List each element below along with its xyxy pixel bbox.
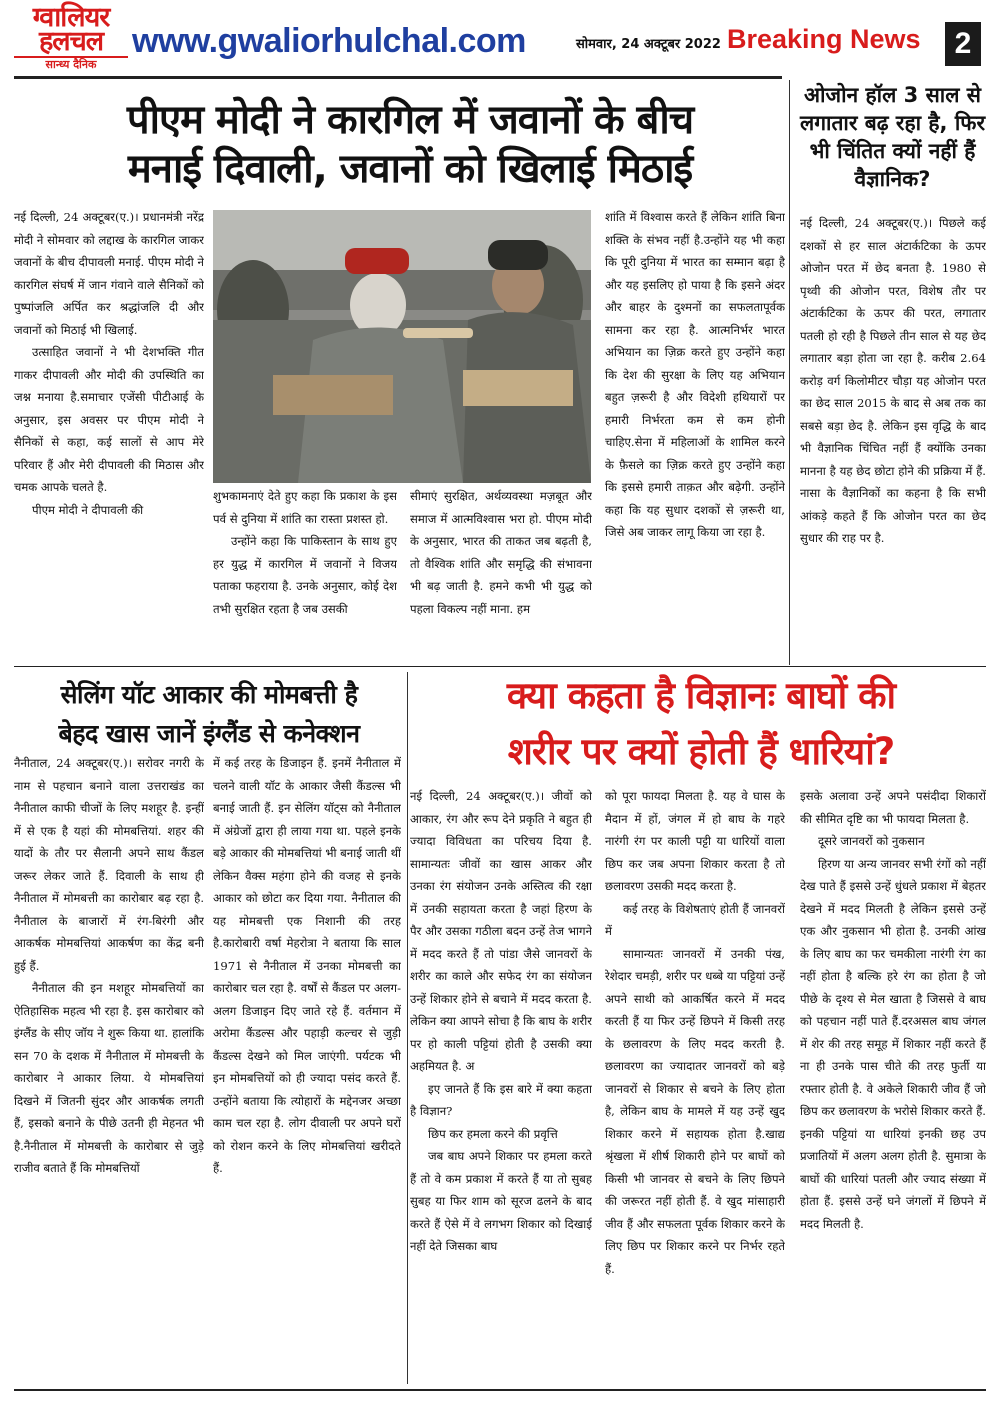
modi-col1-paragraph-3: पीएम मोदी ने दीपावली की xyxy=(32,502,144,517)
masthead-divider xyxy=(14,76,782,79)
modi-col1-paragraph-1: नई दिल्ली, 24 अक्टूबर(ए.)। प्रधानमंत्री नरेंद्र मोदी ने सोमवार को लद्दाख के कारगिल जाकर जवानों के बीच दीपावली मनाई. पीएम मोदी ने कारगिल संघर्ष में जान गंवाने वाले सैनिकों को पुष्पांजलि अर्पित कर श्रद्धांजलि दी और जवानों को मिठाई भी खिलाई. xyxy=(14,210,204,337)
logo-line-2: हलचल xyxy=(38,26,104,57)
modi-col1-paragraph-2: उत्साहित जवानों ने भी देशभक्ति गीत गाकर दीपावली और मोदी की उपस्थिति का जश्न मनाया है.समाचार एजेंसी पीटीआई के अनुसार, इस अवसर पर पीएम मोदी ने सैनिकों से कहा, कई सालों से आप मेरे परिवार हैं और मेरी दीपावली की मिठास और चमक आपके चलते है. xyxy=(14,345,204,494)
modi-story-column-3 xyxy=(410,485,592,655)
science-col3-subheading: दूसरे जानवरों को नुकसान xyxy=(818,834,925,848)
site-url-link[interactable]: www.gwaliorhulchal.com xyxy=(132,22,526,60)
modi-headline-line-2: मनाई दिवाली, जवानों को खिलाई मिठाई xyxy=(127,145,693,192)
science-story-column-1 xyxy=(410,785,592,1385)
masthead xyxy=(0,0,1000,84)
modi-story-column-1 xyxy=(14,206,204,654)
candle-col1-paragraph-2: नैनीताल की इन मशहूर मोमबत्तियों का ऐतिहासिक महत्व भी रहा है. इस कारोबार को इंग्लैंड के सीए जॉय ने शुरू किया था. हालांकि सन 70 के दशक में नैनीताल में मोमबत्ती के कारोबार ने आकार लिया. ये मोमबत्तियां दिखने में जितनी सुंदर और आकर्षक लगती हैं, इसको बनाने के पीछे उतनी ही मेहनत भी है.नैनीताल में मोमबत्ती के कारोबार से जुड़े राजीव बताते हैं कि मोमबत्तियों xyxy=(14,981,204,1175)
science-col2-paragraph-2: सामान्यतः जानवरों में उनकी पंख, रेशेदार चमड़ी, शरीर पर धब्बे या पट्टियां उन्हें अपने साथी को आकर्षित करने में मदद करती हैं या फिर उन्हें छिपने में किसी तरह के छलावरण के लिए मदद करती है. छलावरण का ज्यादातर जानवरों को बड़े जानवरों से शिकार से बचने के लिए होता है, लेकिन बाघ के मामले में यह उन्हें खुद शिकार करने में सहायक होता है.खाद्य श्रृंखला में शीर्ष शिकारी होने पर बाघों को किसी भी जानवर से बचने के लिए छिपने की जरूरत नहीं होती हैं. वे खुद मांसाहारी जीव हैं और सफलता पूर्वक शिकार करने के लिए छिप पर शिकार करने पर निर्भर रहते हैं. xyxy=(605,946,785,1276)
science-col1-paragraph-2: इए जानते हैं कि इस बारे में क्या कहता है विज्ञान? xyxy=(410,1081,592,1118)
photo-illustration xyxy=(213,210,591,483)
modi-col2-paragraph-1: शुभकामनाएं देते हुए कहा कि प्रकाश के इस पर्व से दुनिया में शांति का रास्ता प्रशस्त हो. xyxy=(213,489,397,526)
page-bottom-rule xyxy=(14,1389,986,1391)
logo-line-1: ग्वालियर xyxy=(32,2,110,33)
science-col3-paragraph-2: हिरण या अन्य जानवर सभी रंगों को नहीं देख पाते हैं इससे उन्हें धुंधले प्रकाश में बेहतर देखने में मदद मिलती है लेकिन इससे उन्हें एक और नुकसान भी होता है. उनकी आंख के लिए बाघ का फर चमकीला नारंगी रंग का नहीं होता है बल्कि हरे रंग का होता है जो पीछे के दृश्य से मेल खाता है जिससे वे बाघ को पहचान नहीं पाते हैं.दरअसल बाघ जंगल में शेर की तरह समूह में शिकार नहीं करते हैं ना ही उनके पास चीते की तरह फुर्ती या रफ्तार होती है. वे अकेले शिकारी जीव हैं जो छिप कर छलावरण के भरोसे शिकार करते हैं. इनकी पट्टियां या धारियां इनकी छह उप प्रजातियों में अलग अलग होती है. सुमात्रा के बाघों की धारियां पतली और ज्याद संख्या में होता हैं. इससे उन्हें घने जंगलों में छिपने में मदद मिलती है. xyxy=(800,856,986,1231)
science-col2-subheading: कई तरह के विशेषताएं होती हैं जानवरों में xyxy=(605,901,785,938)
science-col1-paragraph-3: जब बाघ अपने शिकार पर हमला करते हैं तो वे कम प्रकाश में करते हैं या तो सुबह सुबह या फिर शाम को सूरज ढलने के बाद करते हैं ऐसे में वे लगभग शिकार को दिखाई नहीं देते जिसका बाघ xyxy=(410,1149,592,1253)
science-col1-subheading: छिप कर हमला करने की प्रवृत्ति xyxy=(428,1126,558,1141)
breaking-news-label: Breaking News xyxy=(727,24,921,54)
ozone-body-paragraph: नई दिल्ली, 24 अक्टूबर(ए.)। पिछले कई दशकों से हर साल अंटार्कटिका के ऊपर ओजोन परत में छेद बनता है. 1980 से पृथ्वी की ओजोन परत, विशेष तौर पर अंटार्कटिका के ऊपर की परत, लगातार पतली हो रही है पिछले तीन साल से यह छेद लगातार बड़ा होता जा रहा है. करीब 2.64 करोड़ वर्ग किलोमीटर चौड़ा यह ओजोन परत का छेद साल 2015 के बाद से अब तक का सबसे बड़ा छेद है. लेकिन इस वृद्धि के बाद भी वैज्ञानिक चिंचित नहीं हैं क्योंकि उनका मानना है यह छेद छोटा होने की प्रक्रिया में हैं. नासा के वैज्ञानिकों का कहना है कि सभी आंकड़े कहते हैं कि ओजोन परत का छेद सुधार की राह पर है. xyxy=(800,216,986,545)
logo-tagline: सान्ध्य दैनिक xyxy=(14,56,128,70)
candle-headline-line-2: बेहद खास जानें इंग्लैंड से कनेक्शन xyxy=(58,718,360,748)
newspaper-logo[interactable] xyxy=(14,4,128,78)
science-col3-paragraph-1: इसके अलावा उन्हें अपने पसंदीदा शिकारों की सीमित दृष्टि का भी फायदा मिलता है. xyxy=(800,789,986,826)
issue-date: सोमवार, 24 अक्टूबर 2022 xyxy=(576,37,721,52)
modi-soldiers-photo[interactable] xyxy=(213,210,591,483)
science-column-divider xyxy=(407,672,408,1384)
modi-headline-line-1: पीएम मोदी ने कारगिल में जवानों के बीच xyxy=(126,97,694,143)
candle-col2-paragraph-1: में कई तरह के डिजाइन हैं. इनमें नैनीताल में चलने वाली यॉट के आकार जैसी कैंडल्स भी बनाई जाती हैं. इन सेलिंग यॉट्स को नैनीताल में अंग्रेजों द्वारा ही लाया गया था. पहले इनके बड़े आकार की मोमबत्तियां भी बनाई जाती थीं लेकिन वैक्स महंगा होने की वजह से इनके आकार को छोटा कर दिया गया. नैनीताल की यह मोमबत्ती एक निशानी की तरह है.कारोबारी वर्षा मेहरोत्रा ने बताया कि साल 1971 से नैनीताल में उनका मोमबत्ती का कारोबार चल रहा है. वर्षों से कैंडल पर अलग-अलग डिजाइन दिए जाते रहे हैं. वर्तमान में अरोमा कैंडल्स और पहाड़ी कल्चर से जुड़ी कैंडल्स देखने को मिल जाएंगी. पर्यटक भी इन मोमबत्तियों को ही ज्यादा पसंद करते हैं. उन्होंने बताया कि त्योहारों के मद्देनजर अच्छा काम चल रहा है. लोग दीवाली पर अपने घरों को रोशन करने के लिए मोमबत्तियां खरीदते हैं. xyxy=(213,756,401,1175)
page-number-badge: 2 xyxy=(945,22,981,66)
ozone-story-body xyxy=(800,212,986,664)
science-story-column-2 xyxy=(605,785,785,1385)
modi-col3-paragraph-1: सीमाएं सुरक्षित, अर्थव्यवस्था मज़बूत और समाज में आत्मविश्वास भरा हो. पीएम मोदी के अनुसार, भारत की ताकत जब बढ़ती है, तो वैश्विक शांति और समृद्धि की संभावना भी बढ़ जाती है. हमने कभी भी युद्ध को पहला विकल्प नहीं माना. हम xyxy=(410,489,592,616)
science-story-headline[interactable] xyxy=(416,668,986,779)
science-headline-line-2: शरीर पर क्यों होती हैं धारियां? xyxy=(507,729,895,773)
ozone-story-headline[interactable]: ओजोन हॉल 3 साल से लगातार बढ़ रहा है, फिर भी चिंतित क्यों नहीं हैं वैज्ञानिक? xyxy=(799,83,986,191)
science-col2-paragraph-1: को पूरा फायदा मिलता है. यह वे घास के मैदान में हों, जंगल में हो बाघ के गहरे नारंगी रंग पर काली पट्टी या धारियों वाला छिप कर जब अपना शिकार करता है तो छलावरण उसकी मदद करता है. xyxy=(605,789,785,893)
modi-col4-paragraph-1: शांति में विश्वास करते हैं लेकिन शांति बिना शक्ति के संभव नहीं है.उन्होंने यह भी कहा कि पूरी दुनिया में भारत का सम्मान बढ़ा है और यह इसलिए हो पाया है कि इसने अंदर और बाहर के दुश्मनों का सफलतापूर्वक सामना कर रहा है. आत्मनिर्भर भारत अभियान का ज़िक्र करते हुए उन्होंने कहा कि देश की सुरक्षा के लिए यह अभियान बहुत ज़रूरी है और विदेशी हथियारों पर हमारी निर्भरता कम से कम होनी चाहिए.सेना में महिलाओं के शामिल करने के फ़ैसले का ज़िक्र करते हुए उन्होंने कहा कि इससे हमारी ताक़त और बढ़ेगी. उन्होंने कहा कि यह सुधार दशकों से ज़रूरी था, जिसे अब जाकर लागू किया जा रहा है. xyxy=(605,210,785,539)
candle-story-headline[interactable] xyxy=(14,676,404,754)
science-headline-line-1: क्या कहता है विज्ञानः बाघों की xyxy=(506,674,896,717)
modi-story-column-2 xyxy=(213,485,397,655)
candle-headline-line-1: सेलिंग यॉट आकार की मोमबत्ती है xyxy=(60,680,358,709)
mid-page-divider xyxy=(14,666,986,667)
modi-story-column-4 xyxy=(605,206,785,654)
modi-col2-paragraph-2: उन्होंने कहा कि पाकिस्तान के साथ हुए हर युद्ध में कारगिल में जवानों ने विजय पताका फहराया है. उनके अनुसार, कोई देश तभी सुरक्षित रहता है जब उसकी xyxy=(213,534,397,616)
science-col1-paragraph-1: नई दिल्ली, 24 अक्टूबर(ए.)। जीवों को आकार, रंग और रूप देने प्रकृति ने बहुत ही ज्यादा विविधता का परिचय दिया है. सामान्यतः जीवों का खास आकर और उनका रंग संयोजन उनके अस्तित्व की रक्षा में उनकी सहायता करता है जहां हिरण के पैर और उसका गठीला बदन उन्हें तेज भागने में मदद करते हैं तो पांडा जैसे जानवरों के शरीर का काले और सफेद रंग का संयोजन उन्हें शिकार होने से बचाने में मदद करता है. लेकिन क्या आपने सोचा है कि बाघ के शरीर पर हो काली पट्टियां होती है उसकी क्या अहमियत है. अ xyxy=(410,789,592,1073)
candle-story-column-1 xyxy=(14,752,204,1384)
modi-story-headline[interactable] xyxy=(40,96,780,194)
candle-col1-paragraph-1: नैनीताल, 24 अक्टूबर(ए.)। सरोवर नगरी के नाम से पहचान बनाने वाला उत्तराखंड का नैनीताल काफी चीजों के लिए मशहूर है. इन्हीं में से एक है यहां की मोमबत्तियां. शहर की यादों के तौर पर सैलानी अपने साथ कैंडल जरूर लेकर जाते हैं. दिवाली के साथ ही नैनीताल में मोमबत्ती का कारोबार बढ़ रहा है. नैनीताल के बाजारों में रंग-बिरंगी और आकर्षक मोमबत्तियां आकर्षण का केंद्र बनी हुई हैं. xyxy=(14,756,204,973)
science-story-column-3 xyxy=(800,785,986,1385)
candle-story-column-2 xyxy=(213,752,401,1384)
